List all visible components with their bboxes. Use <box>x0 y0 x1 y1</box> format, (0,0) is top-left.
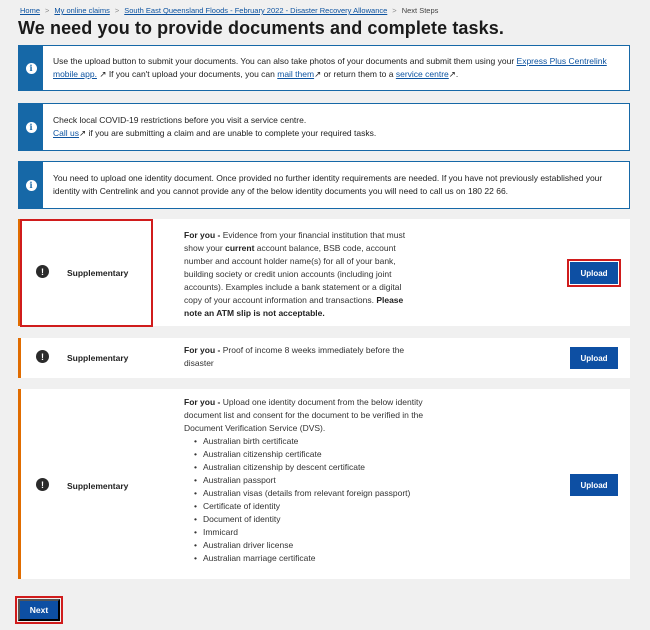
info-box-upload <box>18 45 630 91</box>
list-item: • Australian birth certificate <box>194 435 424 448</box>
list-item: • Australian citizenship certificate <box>194 448 424 461</box>
external-link-icon: ↗ <box>99 69 107 79</box>
external-link-icon: ↗ <box>78 128 87 138</box>
task-description: For you - Upload one identity document from the below identity document list and consent for the document to be verified in the Document Verification Service (DVS). • Australian birth certificate • Australian citizenship certificate • Australian citizenship by descent certificate • Australian passport • Australian visas (details from relevant foreign passport) • Certificate of identity • Document of identity • Immicard • Australian driver license • Australian marriage certificate <box>184 396 424 565</box>
list-item: • Australian marriage certificate <box>194 552 424 565</box>
info-icon: i <box>26 63 37 74</box>
alert-icon: ! <box>36 478 49 491</box>
info-icon: i <box>26 122 37 133</box>
covid-text: Check local COVID-19 restrictions before you visit a service centre. <box>53 115 307 125</box>
external-link-icon: ↗ <box>448 69 456 79</box>
page-title: We need you to provide documents and complete tasks. <box>18 18 504 38</box>
mail-them-link[interactable]: mail them <box>277 69 315 79</box>
info-icon: i <box>26 180 37 191</box>
info-box-covid: i Check local COVID-19 restrictions before you visit a service centre. Call us↗ if you are submitting a claim and are unable to complete your required tasks. <box>18 103 630 151</box>
list-item: • Australian citizenship by descent certificate <box>194 461 424 474</box>
list-item: • Immicard <box>194 526 424 539</box>
alert-icon: ! <box>36 265 49 278</box>
info-upload-text: Use the upload button to submit your documents. You can also take photos of your documents and submit them using your Express Plus Centrelink mobile app. ↗ If you can't upload your documents, you can mail them↗ or return them to a service centre↗. <box>53 56 607 79</box>
external-link-icon: ↗ <box>314 69 322 79</box>
express-plus-link[interactable]: Express Plus Centrelink mobile app. <box>53 56 607 79</box>
task-category: Supplementary <box>67 481 129 491</box>
task-description: For you - Proof of income 8 weeks immediately before the disaster <box>184 345 405 368</box>
list-item: • Australian passport <box>194 474 424 487</box>
list-item: • Certificate of identity <box>194 500 424 513</box>
list-item: • Australian visas (details from relevant foreign passport) <box>194 487 424 500</box>
breadcrumb-home[interactable]: Home <box>20 6 41 15</box>
upload-button[interactable]: Upload <box>570 262 618 284</box>
upload-button[interactable]: Upload <box>570 474 618 496</box>
alert-icon: ! <box>36 350 49 363</box>
list-item: • Document of identity <box>194 513 424 526</box>
task-category: Supplementary <box>67 353 129 363</box>
identity-text: You need to upload one identity document. Once provided no further identity requirements are needed. If you have not previously established your identity with Centrelink and you cannot provide any of the below identity documents you will need to call us on 180 22 66. <box>53 173 603 196</box>
call-us-link[interactable]: Call us <box>53 128 79 138</box>
service-centre-link[interactable]: service centre <box>395 69 449 79</box>
info-box-identity <box>18 161 630 209</box>
breadcrumb: Home > My online claims > South East Queensland Floods - February 2022 - Disaster Recovery Allowance > Next Steps <box>20 6 439 15</box>
task-row-income <box>18 338 630 378</box>
list-item: • Australian driver license <box>194 539 424 552</box>
breadcrumb-current: Next Steps <box>401 6 439 15</box>
breadcrumb-my-claims[interactable]: My online claims <box>54 6 110 15</box>
task-row-identity <box>18 389 630 579</box>
upload-button[interactable]: Upload <box>570 347 618 369</box>
highlight-box <box>20 219 153 327</box>
task-description: For you - Evidence from your financial institution that must show your current account balance, BSB code, account number and account holder name(s) for all of your bank, building society or credit union accounts (including joint accounts). Examples include a bank statement or a digital copy of your account information and transactions. Please note an ATM slip is not acceptable. <box>184 230 406 318</box>
task-category: Supplementary <box>67 268 129 278</box>
breadcrumb-claim[interactable]: South East Queensland Floods - February 2022 - Disaster Recovery Allowance <box>124 6 388 15</box>
next-button[interactable]: Next <box>18 599 60 621</box>
identity-document-list <box>184 435 424 565</box>
